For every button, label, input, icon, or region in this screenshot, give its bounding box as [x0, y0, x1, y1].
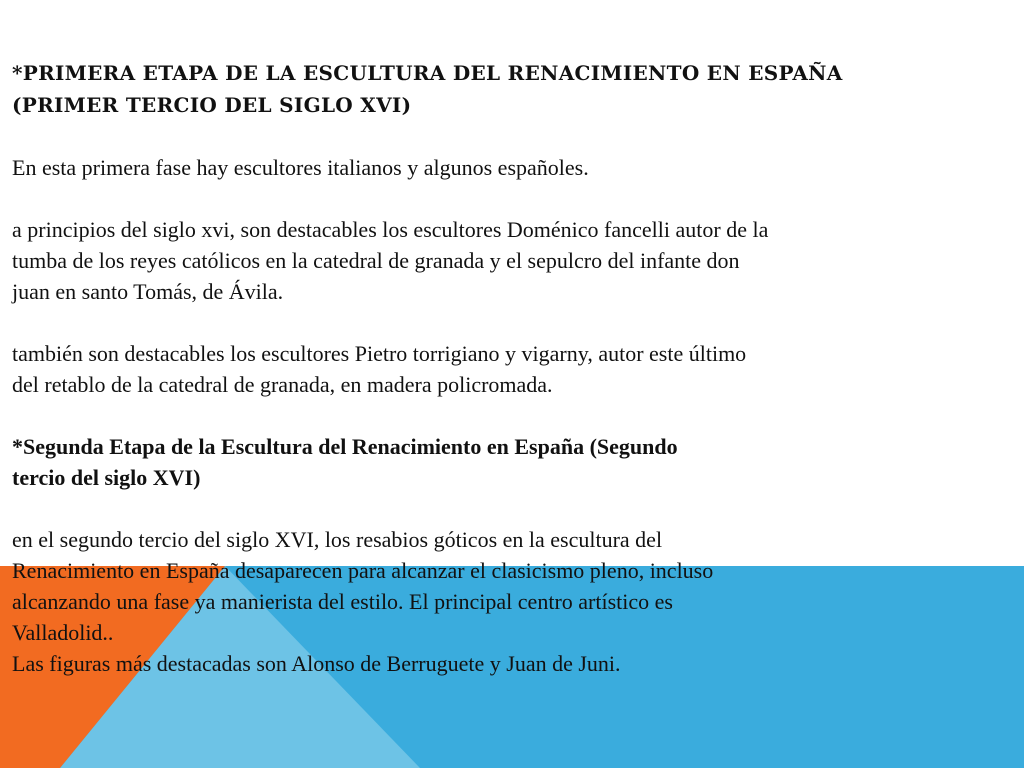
spacer [12, 307, 1012, 338]
paragraph-1-line-2: tumba de los reyes católicos en la catedral de granada y el sepulcro del infante don [12, 248, 740, 273]
spacer [12, 183, 1012, 214]
spacer [12, 493, 1012, 524]
paragraph-3-line-2: Renacimiento en España desaparecen para alcanzar el clasicismo pleno, incluso [12, 558, 714, 583]
slide-title-line-1: *PRIMERA ETAPA DE LA ESCULTURA DEL RENACIMIENTO EN ESPAÑA [12, 61, 843, 85]
paragraph-3-line-3: alcanzando una fase ya manierista del estilo. El principal centro artístico es [12, 589, 673, 614]
section-2-heading-line-1: *Segunda Etapa de la Escultura del Renacimiento en España (Segundo [12, 434, 678, 459]
paragraph-2-line-1: también son destacables los escultores Pietro torrigiano y vigarny, autor este último [12, 341, 747, 366]
slide-content [12, 57, 1012, 679]
section-2-heading-line-2: tercio del siglo XVI) [12, 465, 201, 490]
spacer [12, 121, 1012, 152]
paragraph-1-line-3: juan en santo Tomás, de Ávila. [12, 279, 284, 304]
paragraph-3-line-4: Valladolid.. [12, 620, 114, 645]
paragraph-2-line-2: del retablo de la catedral de granada, en madera policromada. [12, 372, 553, 397]
intro-text: En esta primera fase hay escultores italianos y algunos españoles. [12, 155, 589, 180]
spacer [12, 400, 1012, 431]
paragraph-3-line-1: en el segundo tercio del siglo XVI, los resabios góticos en la escultura del [12, 527, 663, 552]
paragraph-1-line-1: a principios del siglo xvi, son destacables los escultores Doménico fancelli autor de la [12, 217, 769, 242]
paragraph-3-line-5: Las figuras más destacadas son Alonso de Berruguete y Juan de Juni. [12, 651, 621, 676]
slide-title-line-2: (PRIMER TERCIO DEL SIGLO XVI) [12, 93, 412, 117]
